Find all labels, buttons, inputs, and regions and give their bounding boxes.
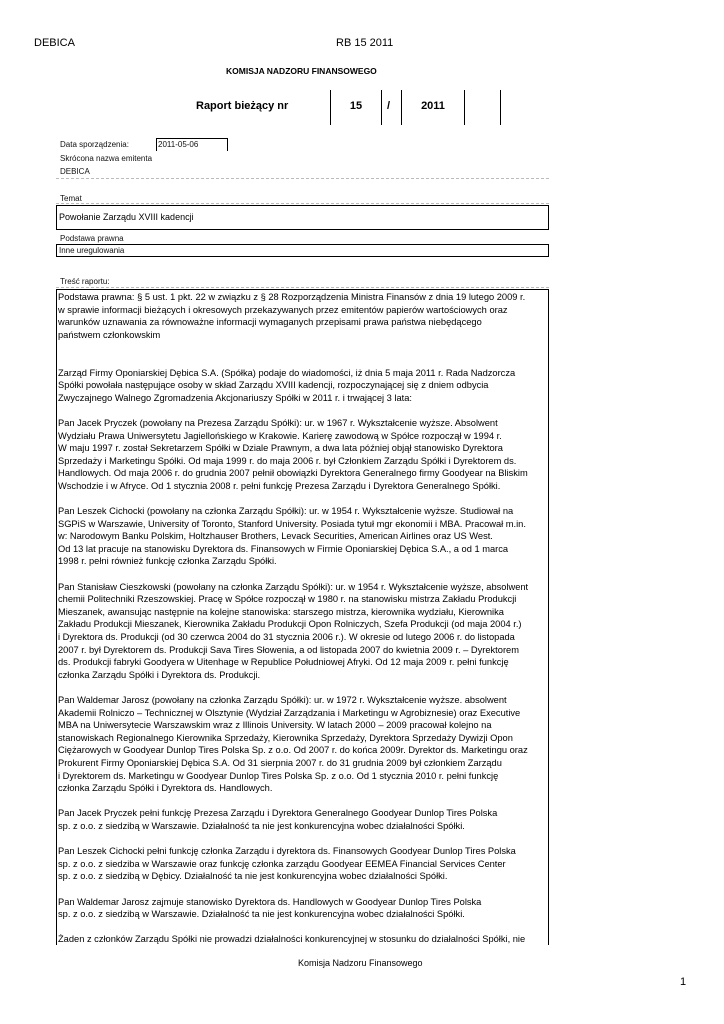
legal-basis-field: [56, 244, 549, 257]
authority-title: KOMISJA NADZORU FINANSOWEGO: [226, 66, 377, 76]
subject-label: Temat: [60, 194, 82, 203]
report-content-text: [57, 290, 548, 945]
divider: [56, 178, 549, 179]
header-report-code: RB 15 2011: [336, 37, 394, 49]
content-label: Treść raportu:: [60, 277, 110, 286]
paragraph-legal-basis: Podstawa prawna: § 5 ust. 1 pkt. 22 w związku z § 28 Rozporządzenia Ministra Finansów z dnia 19 lutego 2009 r. w sprawie informacji bieżących i okresowych przekazywanych przez emitentów papierów wartościowych oraz warunków uznawania za równoważne informacji wymaganych przepisami prawa państwa niebędącego państwem członkowskim: [58, 292, 526, 340]
report-separator: /: [387, 100, 391, 112]
date-value: 2011-05-06: [158, 140, 199, 149]
report-empty-cell: [465, 90, 501, 125]
issuer-label: Skrócona nazwa emitenta: [60, 154, 153, 163]
paragraph-cichocki-activity: Pan Leszek Cichocki pełni funkcję członka Zarządu i dyrektora ds. Finansowych Goodyear Dunlop Tires Polska sp. z o.o. z siedziba w Warszawie oraz funkcję członka zarządu Goodyear EEMEA Financial Services Center sp. z o.o. z siedzibą w Dębicy. Działalność ta nie jest konkurencyjna wobec działalności Spółki.: [58, 846, 516, 882]
report-year: 2011: [421, 100, 445, 112]
paragraph-jacek-pryczek: Pan Jacek Pryczek (powołany na Prezesa Zarządu Spółki): ur. w 1967 r. Wykształcenie wyższe. Absolwent Wydziału Prawa Uniwersytetu Jagiellońskiego w Krakowie. Karierę zawodową w Spółce rozpoczął w 1994 r. W maju 1997 r. został Sekretarzem Spółki w Dziale Prawnym, a dwa lata później objął stanowisko Dyrektora Sprzedaży i Marketingu Spółki. Od maja 1999 r. do maja 2006 r. był Członkiem Zarządu Spółki i Dyrektorem ds. Handlowych. Od maja 2006 r. do grudnia 2007 pełnił obowiązki Dyrektora Generalnego firmy Goodyear na Bliskim Wschodzie i w Afryce. Od 1 stycznia 2008 r. pełni funkcję Prezesa Zarządu i Dyrektora Generalnego Spółki.: [58, 417, 528, 491]
paragraph-competition: Żaden z członków Zarządu Spółki nie prowadzi działalności konkurencyjnej w stosunku do działalności Spółki, nie: [58, 934, 526, 945]
report-year-cell: [401, 90, 465, 125]
paragraph-waldemar-jarosz: Pan Waldemar Jarosz (powołany na członka Zarządu Spółki): ur. w 1972 r. Wykształcenie wyższe. absolwent Akademii Rolniczo – Technicznej w Olsztynie (Wydział Zarządzania i Marketingu w Agrobiznesie) oraz Executive MBA na Uniwersytecie Warszawskim wraz z Illinois University. W latach 2000 – 2009 pracował kolejno na stanowiskach Regionalnego Kierownika Sprzedaży, Kierownika Sprzedaży, Dyrektora Sprzedaży Dywizji Opon Ciężarowych w Goodyear Dunlop Tires Polska Sp. z o.o. Od 2007 r. do końca 2009r. Dyrektor ds. Marketingu oraz Prokurent Firmy Oponiarskiej Dębica S.A. Od 31 sierpnia 2007 r. do 31 grudnia 2009 był członkiem Zarządu i Dyrektorem ds. Marketingu w Goodyear Dunlop Tires Polska Sp. z o.o. Od 1 stycznia 2010 r. pełni funkcję członka Zarządu Spółki i Dyrektora ds. Handlowych.: [58, 695, 528, 794]
legal-basis-label: Podstawa prawna: [60, 234, 124, 243]
paragraph-pryczek-activity: Pan Jacek Pryczek pełni funkcję Prezesa Zarządu i Dyrektora Generalnego Goodyear Dunlop Tires Polska sp. z o.o. z siedzibą w Warszawie. Działalność ta nie jest konkurencyjna wobec działalności Spółki.: [58, 808, 498, 831]
subject-field: [56, 205, 549, 230]
page-number: 1: [680, 976, 687, 988]
divider: [56, 287, 549, 288]
report-content-box: [56, 289, 549, 945]
report-number: 15: [349, 100, 363, 112]
date-field: [156, 138, 228, 151]
paragraph-stanislaw-cieszkowski: Pan Stanisław Cieszkowski (powołany na członka Zarządu Spółki): ur. w 1954 r. Wykształcenie wyższe, absolwent chemii Politechniki Rzeszowskiej. Pracę w Spółce rozpoczął w 1980 r. na stanowisku mistrza Zakładu Produkcji Mieszanek, awansując następnie na kolejne stanowiska: starszego mistrza, kierownika wydziału, Kierownika Zakładu Produkcji Mieszanek, Kierownika Zakładu Produkcji Opon Rolniczych, Szefa Produkcji (od maja 2004 r.) i Dyrektora ds. Produkcji (od 30 czerwca 2004 do 31 stycznia 2006 r.). W okresie od lutego 2006 r. do listopada 2007 r. był Dyrektorem ds. Produkcji Sava Tires Słowenia, a od listopada 2007 do kwietnia 2009 r. – Dyrektorem ds. Produkcji fabryki Goodyera w Uitenhage w Republice Południowej Afryki. Od 12 maja 2009 r. pełni funkcję członka Zarządu Spółki i Dyrektora ds. Produkcji.: [58, 581, 529, 680]
issuer-value: DEBICA: [60, 167, 90, 176]
report-number-cell: [330, 90, 382, 125]
footer-authority: Komisja Nadzoru Finansowego: [298, 958, 423, 968]
paragraph-announcement: Zarząd Firmy Oponiarskiej Dębica S.A. (Spółka) podaje do wiadomości, iż dnia 5 maja 2011 r. Rada Nadzorcza Spółki powołała następujące osoby w skład Zarządu XVIII kadencji, rozpoczynającej się z dniem odbycia Zwyczajnego Walnego Zgromadzenia Akcjonariuszy Spółki w 2011 r. i trwającej 3 lata:: [58, 367, 516, 403]
legal-basis-value: Inne uregulowania: [59, 246, 125, 255]
header-issuer: DEBICA: [34, 37, 75, 49]
divider: [56, 203, 549, 204]
paragraph-leszek-cichocki: Pan Leszek Cichocki (powołany na członka Zarządu Spółki): ur. w 1954 r. Wykształcenie wyższe. Studiował na SGPiS w Warszawie, University of Toronto, Stanford University. Posiada tytuł mgr ekonomii i MBA. Pracował m.in. w: Narodowym Banku Polskim, Holtzhauser Brothers, Levack Securities, American Airlines oraz US West. Od 13 lat pracuje na stanowisku Dyrektora ds. Finansowych w Firmie Oponiarskiej Dębica S.A., a od 1 marca 1998 r. pełni również funkcję członka Zarządu Spółki.: [58, 506, 526, 567]
paragraph-jarosz-activity: Pan Waldemar Jarosz zajmuje stanowisko Dyrektora ds. Handlowych w Goodyear Dunlop Tires Polska sp. z o.o. z siedzibą w Warszawie. Działalność ta nie jest konkurencyjna wobec działalności Spółki.: [58, 896, 482, 920]
subject-value: Powołanie Zarządu XVIII kadencji: [59, 212, 194, 222]
report-title: Raport bieżący nr: [196, 100, 289, 112]
date-label: Data sporządzenia:: [60, 140, 129, 149]
